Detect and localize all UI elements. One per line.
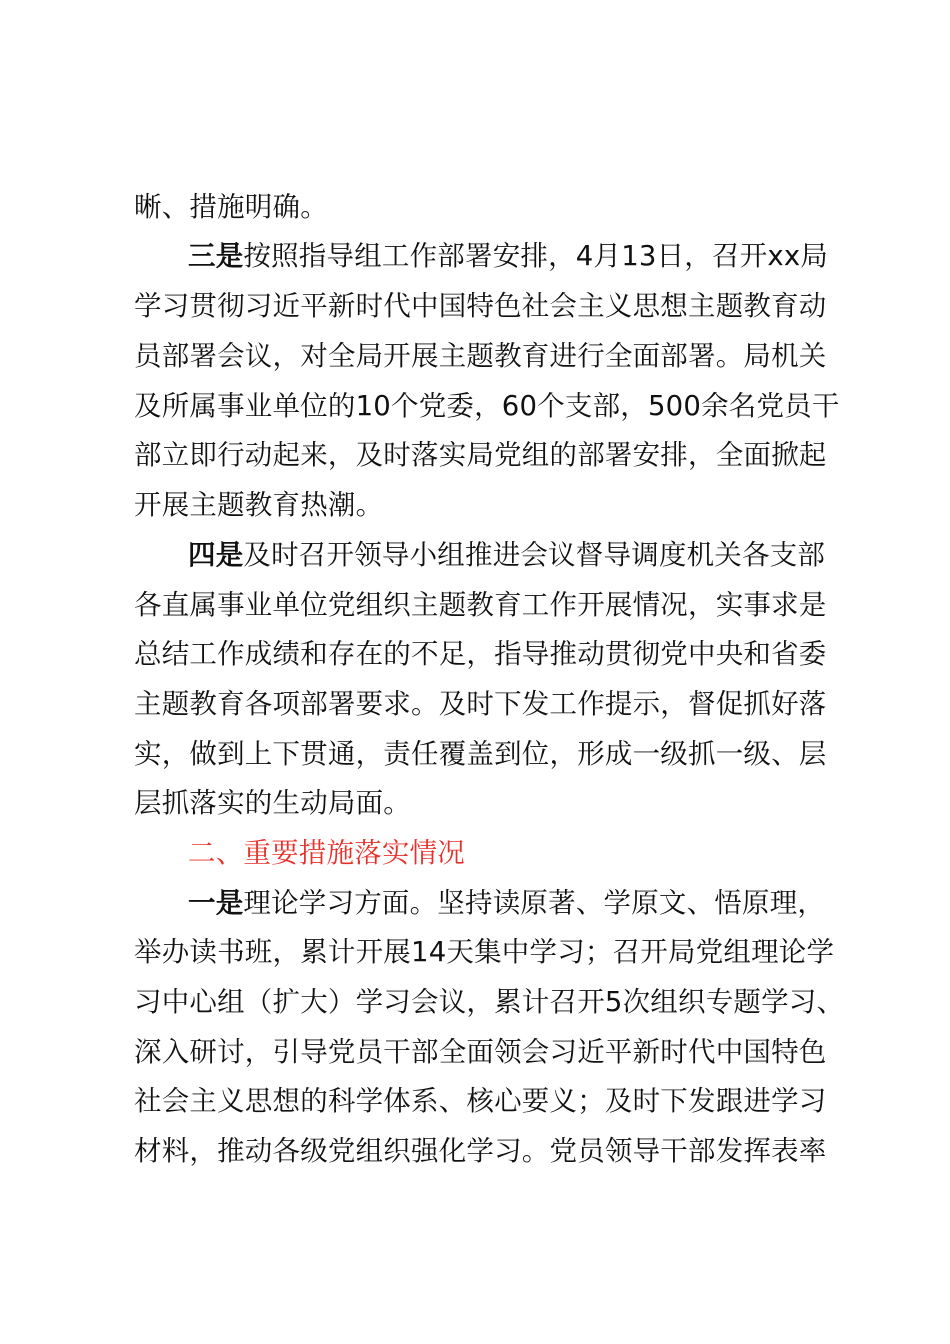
paragraph-4-lead: 四是 [188,539,244,571]
section-heading [188,833,465,873]
paragraph-4-line [134,783,411,823]
paragraph-5-line [134,1081,827,1121]
paragraph-4-line [134,585,827,625]
paragraph-text: 层抓落实的生动局面。 [134,787,411,819]
paragraph-5-line [134,982,844,1022]
paragraph-text: 及时召开领导小组推进会议督导调度机关各支部 [243,539,826,571]
paragraph-4-line [134,684,827,724]
paragraph-5-line [134,1131,827,1171]
paragraph-text: 习中心组（扩大）学习会议，累计召开5次组织专题学习、 [134,986,845,1018]
paragraph-3-line [134,485,383,525]
paragraph-text: 材料，推动各级党组织强化学习。党员领导干部发挥表率 [134,1135,827,1167]
paragraph-3-line [134,286,827,326]
paragraph-3-line [134,386,840,426]
paragraph-text: 晰、措施明确。 [134,191,328,223]
paragraph-5-line [134,1032,827,1072]
paragraph-text: 学习贯彻习近平新时代中国特色社会主义思想主题教育动 [134,290,827,322]
paragraph-text: 及所属事业单位的10个党委，60个支部，500余名党员干 [134,390,840,422]
paragraph-text: 按照指导组工作部署安排，4月13日，召开xx局 [243,240,829,272]
paragraph-3-line [134,435,827,475]
paragraph-text: 部立即行动起来，及时落实局党组的部署安排，全面掀起 [134,439,827,471]
section-heading-text: 二、重要措施落实情况 [188,837,465,869]
paragraph-text: 深入研讨，引导党员干部全面领会习近平新时代中国特色 [134,1036,827,1068]
continuation-line [134,187,328,227]
paragraph-4-line [134,634,827,674]
paragraph-5-line [134,932,834,972]
paragraph-text: 实，做到上下贯通，责任覆盖到位，形成一级抓一级、层 [134,738,827,770]
paragraph-4-first-line [188,535,825,575]
paragraph-4-line [134,734,827,774]
paragraph-text: 员部署会议，对全局开展主题教育进行全面部署。局机关 [134,340,827,372]
paragraph-5-lead: 一是 [188,887,244,919]
paragraph-text: 各直属事业单位党组织主题教育工作开展情况，实事求是 [134,589,827,621]
paragraph-3-first-line [188,236,828,276]
paragraph-text: 理论学习方面。坚持读原著、学原文、悟原理， [243,887,826,919]
paragraph-3-lead: 三是 [188,240,244,272]
paragraph-text: 主题教育各项部署要求。及时下发工作提示，督促抓好落 [134,688,827,720]
paragraph-text: 社会主义思想的科学体系、核心要义；及时下发跟进学习 [134,1085,827,1117]
paragraph-3-line [134,336,827,376]
paragraph-text: 总结工作成绩和存在的不足，指导推动贯彻党中央和省委 [134,638,827,670]
paragraph-text: 举办读书班，累计开展14天集中学习；召开局党组理论学 [134,936,835,968]
paragraph-5-first-line [188,883,825,923]
paragraph-text: 开展主题教育热潮。 [134,489,384,521]
